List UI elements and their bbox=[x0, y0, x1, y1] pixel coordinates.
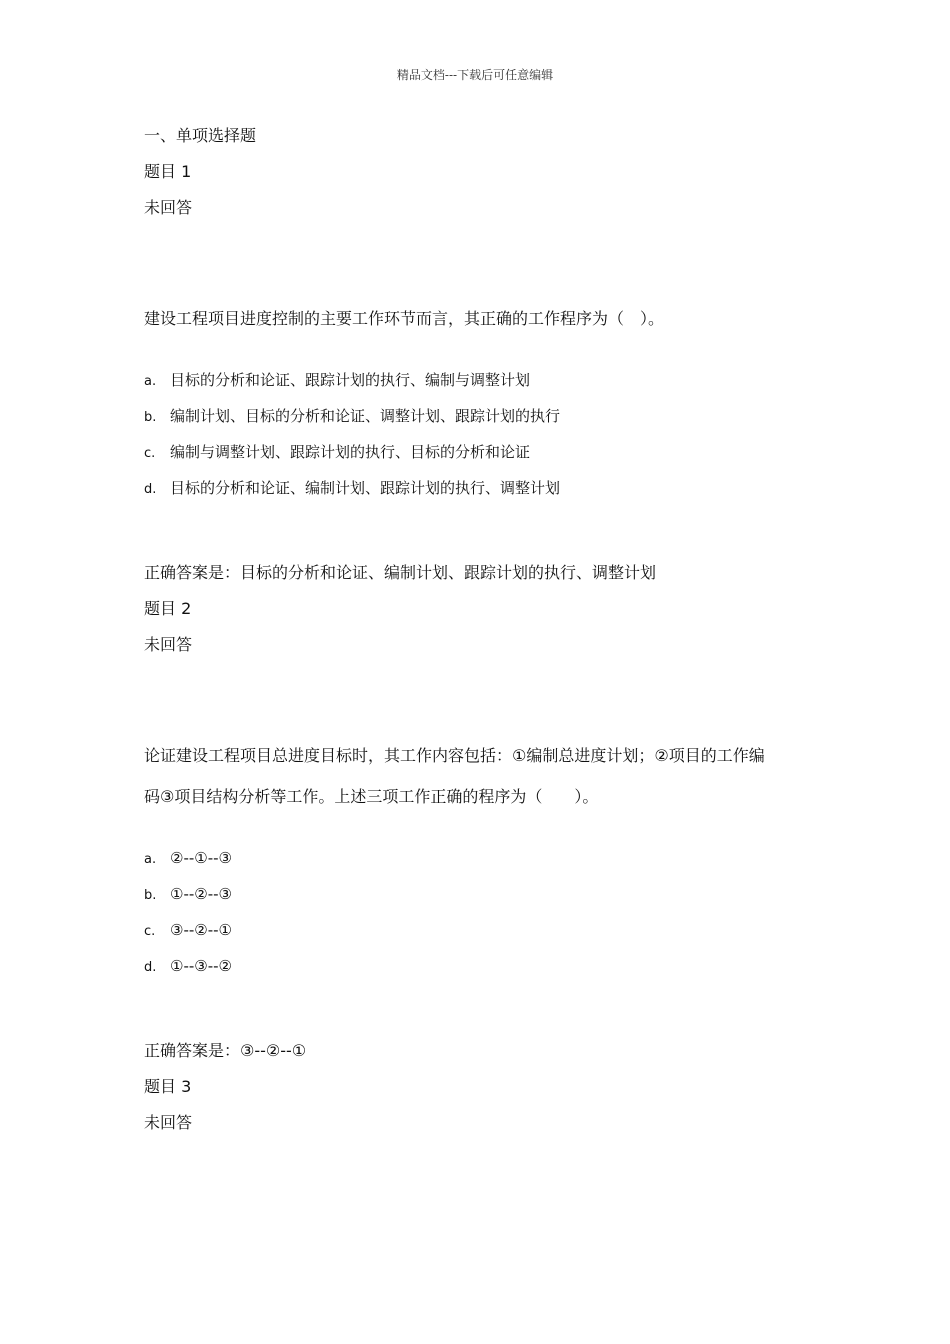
question-status: 未回答 bbox=[144, 1113, 193, 1132]
question-stem-line-1: 论证建设工程项目总进度目标时，其工作内容包括：①编制总进度计划；②项目的工作编 bbox=[144, 746, 765, 765]
section-title: 一、单项选择题 bbox=[144, 126, 257, 145]
option-text: 目标的分析和论证、编制计划、跟踪计划的执行、调整计划 bbox=[170, 479, 561, 497]
option-text: 编制与调整计划、跟踪计划的执行、目标的分析和论证 bbox=[170, 443, 531, 461]
option-b[interactable] bbox=[144, 884, 232, 906]
correct-answer: 正确答案是：③--②--① bbox=[144, 1041, 307, 1060]
option-b[interactable] bbox=[144, 406, 560, 428]
option-c[interactable] bbox=[144, 442, 530, 464]
option-text: 编制计划、目标的分析和论证、调整计划、跟踪计划的执行 bbox=[170, 407, 561, 425]
option-text: ①--③--② bbox=[170, 957, 232, 975]
question-status: 未回答 bbox=[144, 198, 193, 217]
option-c[interactable] bbox=[144, 920, 232, 942]
option-letter: b. bbox=[144, 410, 157, 425]
option-letter: c. bbox=[144, 924, 156, 939]
option-text: ①--②--③ bbox=[170, 885, 232, 903]
option-text: 目标的分析和论证、跟踪计划的执行、编制与调整计划 bbox=[170, 371, 531, 389]
option-a[interactable] bbox=[144, 370, 530, 392]
question-stem-line-2: 码③项目结构分析等工作。上述三项工作正确的程序为（ ）。 bbox=[144, 787, 599, 806]
question-label: 题目 2 bbox=[144, 599, 192, 618]
option-text: ②--①--③ bbox=[170, 849, 232, 867]
question-status: 未回答 bbox=[144, 635, 193, 654]
page-header: 精品文档---下载后可任意编辑 bbox=[396, 68, 554, 82]
correct-answer: 正确答案是：目标的分析和论证、编制计划、跟踪计划的执行、调整计划 bbox=[144, 563, 657, 582]
option-letter: c. bbox=[144, 446, 156, 461]
option-letter: a. bbox=[144, 374, 157, 389]
option-d[interactable] bbox=[144, 956, 232, 978]
question-label: 题目 3 bbox=[144, 1077, 192, 1096]
option-letter: d. bbox=[144, 482, 157, 497]
option-text: ③--②--① bbox=[170, 921, 232, 939]
question-stem: 建设工程项目进度控制的主要工作环节而言，其正确的工作程序为（ ）。 bbox=[144, 309, 665, 328]
option-letter: a. bbox=[144, 852, 157, 867]
option-letter: d. bbox=[144, 960, 157, 975]
option-letter: b. bbox=[144, 888, 157, 903]
option-a[interactable] bbox=[144, 848, 232, 870]
question-label: 题目 1 bbox=[144, 162, 192, 181]
option-d[interactable] bbox=[144, 478, 560, 500]
